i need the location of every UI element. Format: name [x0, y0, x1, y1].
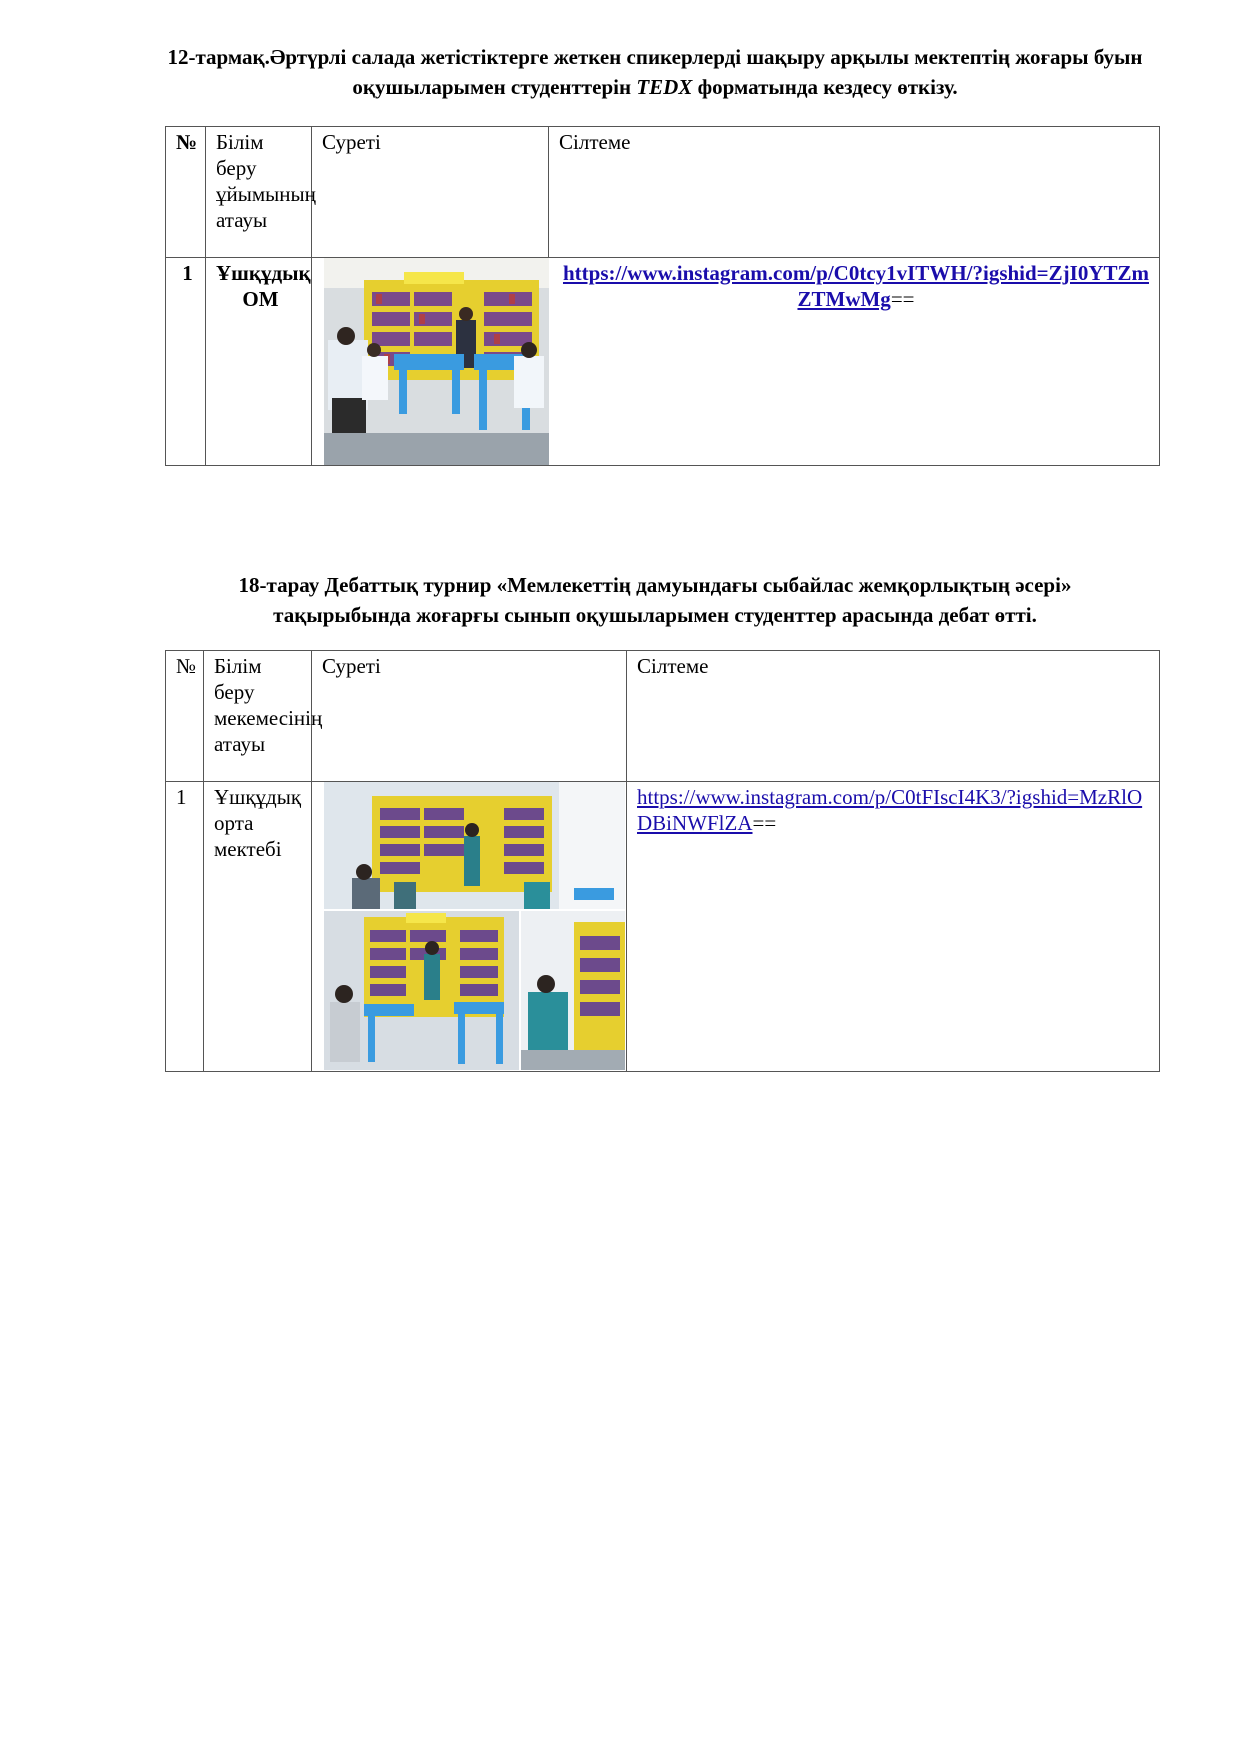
- library-meeting-photo: [324, 258, 549, 465]
- section2-table: [165, 650, 1160, 1072]
- col-link-header: Сілтеме: [627, 651, 1160, 782]
- row-org-name: Ұшқұдық орта мектебі: [204, 782, 312, 1072]
- instagram-link[interactable]: https://www.instagram.com/p/C0tFIscI4K3/?igshid=MzRlODBiNWFlZA: [637, 785, 1143, 835]
- table-row: [166, 782, 1160, 1072]
- section2-heading-line1: 18-тарау Дебаттық турнир «Мемлекеттің дамуындағы сыбайлас жемқорлықтың әсері»: [238, 573, 1072, 597]
- section1-heading-em: TEDX: [636, 75, 693, 99]
- row-link-cell: [627, 782, 1160, 1072]
- row-link-cell: [549, 258, 1160, 466]
- row-photo-cell: [312, 782, 627, 1072]
- section1-heading-part2: форматында кездесу өткізу.: [692, 75, 958, 99]
- col-number-header: №: [166, 127, 206, 258]
- instagram-link[interactable]: https://www.instagram.com/p/C0tcy1vITWH/?igshid=ZjI0YTZmZTMwMg: [562, 261, 1149, 311]
- table-header-row: [166, 651, 1160, 782]
- col-photo-header: Суреті: [312, 651, 627, 782]
- col-link-header: Сілтеме: [549, 127, 1160, 258]
- link-suffix: ==: [890, 287, 915, 311]
- section1-heading: [150, 42, 1160, 102]
- section2-heading-line2: тақырыбында жоғарғы сынып оқушыларымен студенттер арасында дебат өтті.: [273, 603, 1037, 627]
- col-number-header: №: [166, 651, 204, 782]
- section1-table: [165, 126, 1160, 466]
- section1-heading-part1: 12-тармақ.Әртүрлі салада жетістіктерге жеткен спикерлерді шақыру арқылы мектептің жоғары буын оқушыларымен студенттерін: [167, 45, 1143, 99]
- section2-heading: [150, 570, 1160, 630]
- row-photo-cell: [312, 258, 549, 466]
- col-org-header: Білім беру мекемесінің атауы: [204, 651, 312, 782]
- link-suffix: ==: [752, 811, 777, 835]
- row-number: 1: [166, 258, 206, 466]
- col-org-header: Білім беру ұйымының атауы: [206, 127, 312, 258]
- table-row: [166, 258, 1160, 466]
- col-photo-header: Суреті: [312, 127, 549, 258]
- table-header-row: [166, 127, 1160, 258]
- row-org-name: Ұшқұдық ОМ: [206, 258, 312, 466]
- row-number: 1: [166, 782, 204, 1072]
- debate-collage-photo: [324, 782, 625, 1070]
